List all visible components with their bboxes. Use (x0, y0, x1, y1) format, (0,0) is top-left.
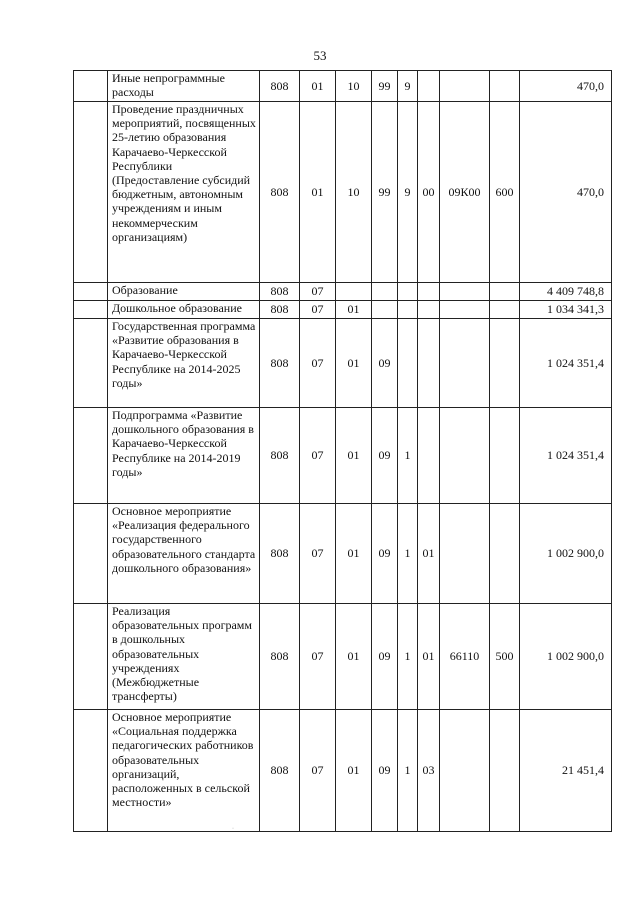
page-number: 53 (313, 48, 327, 63)
expense-type-cell: 600 (490, 102, 520, 283)
table-row (74, 71, 612, 102)
program-code-cell: 99 (372, 71, 398, 102)
section-code-cell: 07 (300, 301, 336, 319)
expense-type-cell (490, 71, 520, 102)
expense-type-cell (490, 319, 520, 408)
subsection-code-cell: 10 (336, 71, 372, 102)
target-article-cell (440, 319, 490, 408)
subprogram-code-cell: 9 (398, 102, 418, 283)
amount-cell: 1 002 900,0 (520, 604, 612, 710)
section-code-cell: 07 (300, 408, 336, 504)
amount-cell: 1 024 351,4 (520, 319, 612, 408)
scan-speck: · (232, 826, 234, 832)
subsection-code-cell: 10 (336, 102, 372, 283)
budget-table-body (74, 71, 612, 832)
target-article-cell: 66110 (440, 604, 490, 710)
row-margin-cell (74, 301, 108, 319)
admin-code-cell: 808 (260, 283, 300, 301)
admin-code-cell: 808 (260, 102, 300, 283)
expense-type-cell (490, 301, 520, 319)
target-article-cell (440, 408, 490, 504)
subprogram-code-cell (398, 301, 418, 319)
subsection-code-cell: 01 (336, 408, 372, 504)
table-row (74, 319, 612, 408)
subprogram-code-cell: 1 (398, 710, 418, 832)
budget-table (73, 70, 612, 832)
program-code-cell (372, 301, 398, 319)
subprogram-code-cell (398, 283, 418, 301)
admin-code-cell: 808 (260, 710, 300, 832)
expense-type-cell: 500 (490, 604, 520, 710)
event-code-cell (418, 283, 440, 301)
section-code-cell: 07 (300, 604, 336, 710)
table-row (74, 301, 612, 319)
expense-type-cell (490, 283, 520, 301)
expense-type-cell (490, 504, 520, 604)
admin-code-cell: 808 (260, 319, 300, 408)
event-code-cell (418, 319, 440, 408)
subprogram-code-cell: 1 (398, 504, 418, 604)
program-code-cell: 09 (372, 710, 398, 832)
subprogram-code-cell: 1 (398, 604, 418, 710)
admin-code-cell: 808 (260, 408, 300, 504)
row-name-cell: Дошкольное образование (108, 301, 260, 319)
subsection-code-cell (336, 283, 372, 301)
table-row (74, 604, 612, 710)
section-code-cell: 07 (300, 710, 336, 832)
target-article-cell (440, 504, 490, 604)
admin-code-cell: 808 (260, 71, 300, 102)
event-code-cell: 01 (418, 504, 440, 604)
section-code-cell: 07 (300, 319, 336, 408)
row-name-cell: Иные непрограммные расходы (108, 71, 260, 102)
event-code-cell (418, 408, 440, 504)
target-article-cell (440, 301, 490, 319)
target-article-cell (440, 710, 490, 832)
program-code-cell: 09 (372, 604, 398, 710)
subsection-code-cell: 01 (336, 319, 372, 408)
row-margin-cell (74, 710, 108, 832)
amount-cell: 1 024 351,4 (520, 408, 612, 504)
table-row (74, 710, 612, 832)
program-code-cell: 99 (372, 102, 398, 283)
row-margin-cell (74, 504, 108, 604)
admin-code-cell: 808 (260, 301, 300, 319)
program-code-cell: 09 (372, 504, 398, 604)
row-margin-cell (74, 71, 108, 102)
event-code-cell (418, 71, 440, 102)
row-name-cell: Подпрограмма «Развитие дошкольного образования в Карачаево-Черкесской Республике на 2014-2019 годы» (108, 408, 260, 504)
row-margin-cell (74, 408, 108, 504)
target-article-cell (440, 71, 490, 102)
row-margin-cell (74, 283, 108, 301)
row-name-cell: Государственная программа «Развитие образования в Карачаево-Черкесской Республике на 2014-2025 годы» (108, 319, 260, 408)
target-article-cell: 09К00 (440, 102, 490, 283)
row-name-cell: Реализация образовательных программ в дошкольных образовательных учреждениях (Межбюджетные трансферты) (108, 604, 260, 710)
program-code-cell: 09 (372, 408, 398, 504)
event-code-cell (418, 301, 440, 319)
event-code-cell: 03 (418, 710, 440, 832)
table-row (74, 102, 612, 283)
admin-code-cell: 808 (260, 604, 300, 710)
row-name-cell: Основное мероприятие «Социальная поддержка педагогических работников образовательных организаций, расположенных в сельской местности» (108, 710, 260, 832)
subprogram-code-cell: 1 (398, 408, 418, 504)
amount-cell: 21 451,4 (520, 710, 612, 832)
subsection-code-cell: 01 (336, 504, 372, 604)
row-name-cell: Образование (108, 283, 260, 301)
row-margin-cell (74, 102, 108, 283)
event-code-cell: 01 (418, 604, 440, 710)
amount-cell: 1 002 900,0 (520, 504, 612, 604)
amount-cell: 470,0 (520, 71, 612, 102)
amount-cell: 4 409 748,8 (520, 283, 612, 301)
table-row (74, 408, 612, 504)
admin-code-cell: 808 (260, 504, 300, 604)
row-name-cell: Проведение праздничных мероприятий, посвященных 25-летию образования Карачаево-Черкесской Республики (Предоставление субсидий бюджетным, автономным учреждениям и иным некоммерческим организациям) (108, 102, 260, 283)
row-margin-cell (74, 604, 108, 710)
row-name-cell: Основное мероприятие «Реализация федерального государственного образовательного стандарта дошкольного образования» (108, 504, 260, 604)
subprogram-code-cell: 9 (398, 71, 418, 102)
section-code-cell: 07 (300, 283, 336, 301)
target-article-cell (440, 283, 490, 301)
row-margin-cell (74, 319, 108, 408)
event-code-cell: 00 (418, 102, 440, 283)
table-row (74, 283, 612, 301)
program-code-cell (372, 283, 398, 301)
subsection-code-cell: 01 (336, 301, 372, 319)
table-row (74, 504, 612, 604)
section-code-cell: 07 (300, 504, 336, 604)
amount-cell: 1 034 341,3 (520, 301, 612, 319)
program-code-cell: 09 (372, 319, 398, 408)
expense-type-cell (490, 710, 520, 832)
section-code-cell: 01 (300, 71, 336, 102)
expense-type-cell (490, 408, 520, 504)
subsection-code-cell: 01 (336, 710, 372, 832)
amount-cell: 470,0 (520, 102, 612, 283)
section-code-cell: 01 (300, 102, 336, 283)
subprogram-code-cell (398, 319, 418, 408)
subsection-code-cell: 01 (336, 604, 372, 710)
